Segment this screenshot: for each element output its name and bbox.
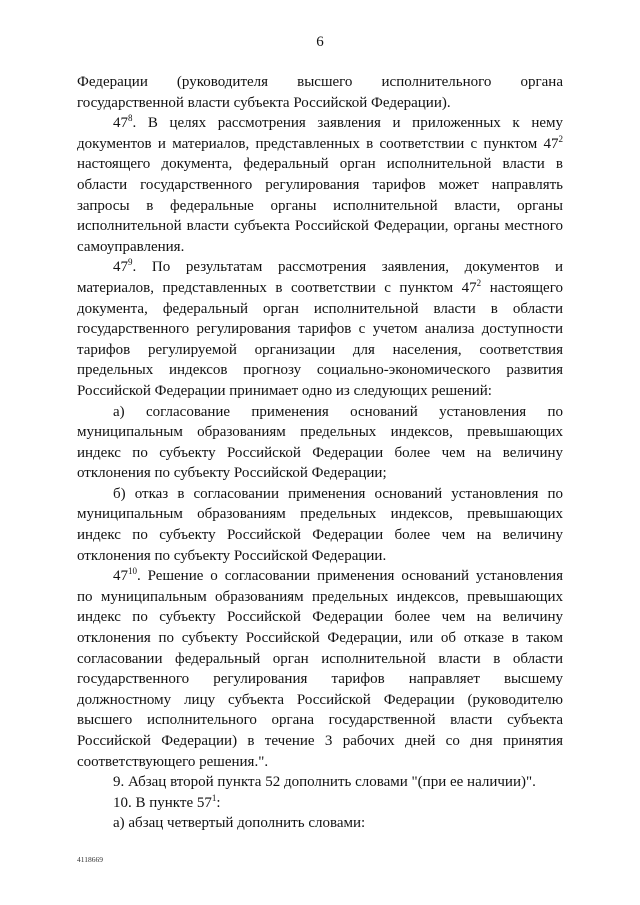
paragraph-text: . По результатам рассмотрения заявления, документов и материалов, представленных в соответствии с пунктом 47 — [77, 259, 563, 296]
paragraph-47-9 — [77, 257, 563, 401]
paragraph-option-a — [77, 402, 563, 484]
clause-number: 47 — [113, 115, 128, 132]
reference-superscript: 2 — [558, 133, 563, 144]
paragraph-text: . В целях рассмотрения заявления и приложенных к нему документов и материалов, представленных в соответствии с пунктом 47 — [77, 115, 563, 152]
paragraph-text: настоящего документа, федеральный орган исполнительной власти в области государственного регулирования тарифов с учетом анализа доступности тарифов регулируемой организации для населения, соответствия предельных индексов прогнозу социально-экономического развития Российской Федерации принимает одно из следующих решений: — [77, 279, 563, 399]
reference-superscript: 1 — [211, 792, 217, 803]
paragraph-option-b — [77, 484, 563, 566]
paragraph-text: : — [216, 794, 221, 811]
paragraph-text: б) отказ в согласовании применения оснований установления по муниципальным образованиям предельных индексов, превышающих индекс по субъекту Российской Федерации более чем на величину отклонения по субъекту Российской Федерации. — [77, 485, 563, 564]
clause-number: 47 — [113, 259, 128, 276]
paragraph-47-8 — [77, 113, 563, 257]
clause-superscript: 8 — [128, 113, 133, 124]
paragraph-text: 9. Абзац второй пункта 52 дополнить словами "(при ее наличии)". — [113, 774, 536, 791]
paragraph-text: а) согласование применения оснований установления по муниципальным образованиям предельных индексов, превышающих индекс по субъекту Российской Федерации более чем на величину отклонения по субъекту Российской Федерации; — [77, 403, 563, 482]
paragraph-47-10 — [77, 566, 563, 772]
document-code: 4118669 — [77, 855, 103, 864]
clause-number: 47 — [113, 568, 128, 585]
clause-superscript: 9 — [128, 257, 133, 268]
paragraph-text: 10. В пункте 57 — [113, 794, 212, 811]
paragraph-text: настоящего документа, федеральный орган исполнительной власти в области государственного регулирования тарифов может направлять запросы в федеральные органы исполнительной власти, органы исполнительной власти субъекта Российской Федерации, органы местного самоуправления. — [77, 156, 563, 255]
reference-superscript: 2 — [476, 277, 482, 288]
page-number: 6 — [316, 34, 324, 50]
paragraph-item-10-a — [77, 813, 563, 834]
paragraph-item-9 — [77, 772, 563, 793]
clause-superscript: 10 — [128, 566, 137, 577]
paragraph-continuation — [77, 72, 563, 113]
paragraph-text: Федерации (руководителя высшего исполнительного органа государственной власти субъекта Российской Федерации). — [77, 74, 563, 111]
paragraph-text: . Решение о согласовании применения оснований установления по муниципальным образованиям предельных индексов, превышающих индекс по субъекту Российской Федерации более чем на величину отклонения по субъекту Российской Федерации, или об отказе в таком согласовании федеральный орган исполнительной власти в области государственного регулирования тарифов направляет высшему должностному лицу субъекта Российской Федерации (руководителю высшего исполнительного органа государственной власти субъекта Российской Федерации) в течение 3 рабочих дней со дня принятия соответствующего решения.". — [77, 568, 563, 770]
paragraph-item-10 — [77, 793, 563, 814]
document-body — [77, 72, 563, 834]
paragraph-text: а) абзац четвертый дополнить словами: — [113, 815, 366, 832]
